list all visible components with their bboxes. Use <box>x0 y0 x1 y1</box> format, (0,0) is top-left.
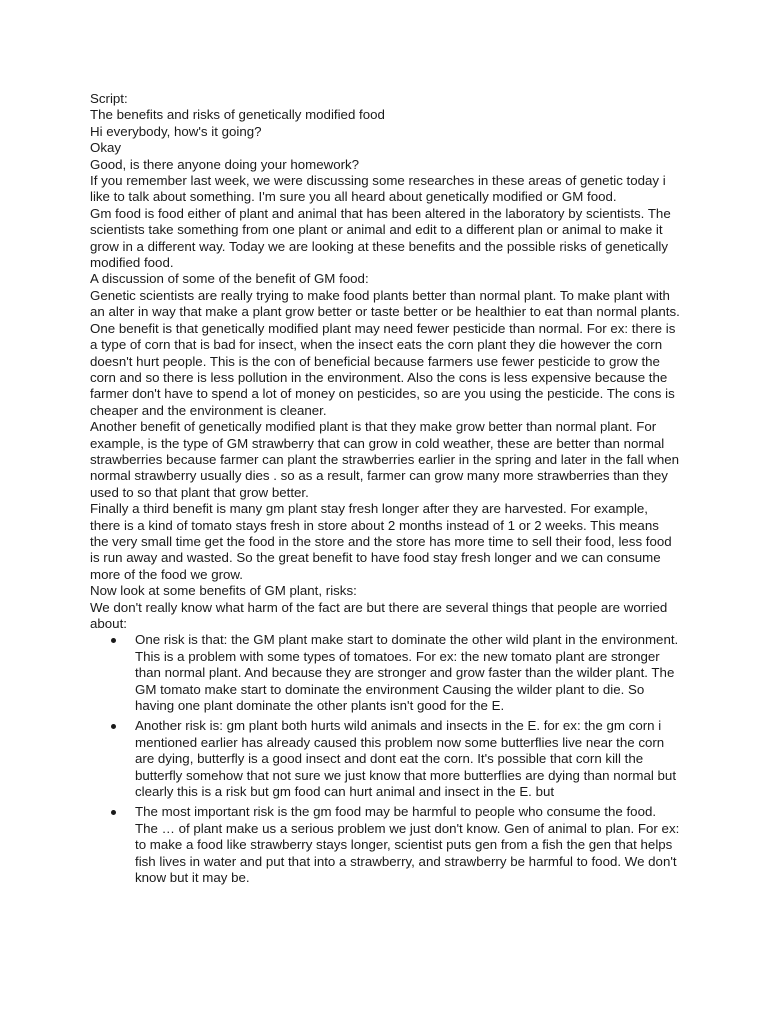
paragraph-benefit-pesticide: One benefit is that genetically modified plant may need fewer pesticide than normal. For ex: there is a type of corn that is bad for insect, when the insect eats the corn plant they die however the corn doesn't hurt people. This is the con of beneficial because farmers use fewer pesticide to grow the corn and so there is less pollution in the environment. Also the cons is less expensive because the farmer don't have to spend a lot of money on pesticides, so are you using the pesticide. The cons is cheaper and the environment is cleaner. <box>90 320 676 418</box>
document-page <box>90 91 680 891</box>
risk-human-health-text: The most important risk is the gm food may be harmful to people who consume the food. The … of plant make us a serious problem we just don't know. Gen of animal to plan. For ex: to make a food like strawberry stays longer, scientist puts gen from a fish the gen that helps fish lives in water and put that into a strawberry, and strawberry be harmful to food. We don't know but it may be. <box>135 804 680 886</box>
paragraph-definition: Gm food is food either of plant and animal that has been altered in the laboratory by scientists. The scientists take something from one plant or animal and edit to a different plan or animal to make it grow in a different way. Today we are looking at these benefits and the possible risks of genetically modified food. <box>90 205 671 271</box>
list-item <box>90 718 680 800</box>
risk-dominate-text: One risk is that: the GM plant make start to dominate the other wild plant in the environment. This is a problem with some types of tomatoes. For ex: the new tomato plant are stronger than normal plant. And because they are stronger and grow faster than the wilder plant. The GM tomato make start to dominate the environment Causing the wilder plant to die. So having one plant dominate the other plants isn't good for the E. <box>135 632 679 714</box>
paragraph-benefit-freshness: Finally a third benefit is many gm plant stay fresh longer after they are harvested. For example, there is a kind of tomato stays fresh in store about 2 months instead of 1 or 2 weeks. This means the very small time get the food in the store and the store has more time to sell their food, less food is run away and wasted. So the great benefit to have food stay fresh longer and we can consume more of the food we grow. <box>90 501 672 582</box>
paragraph-benefit-growth: Another benefit of genetically modified plant is that they make grow better than normal plant. For example, is the type of GM strawberry that can grow in cold weather, these are better than normal strawberries because farmer can plant the strawberries earlier in the spring and later in the fall when normal strawberry usually dies . so as a result, farmer can grow many more strawberries than they used to so that plant that grow better. <box>90 419 680 500</box>
list-item <box>90 632 680 714</box>
script-label: Script: <box>90 91 128 106</box>
risk-wildlife-text: Another risk is: gm plant both hurts wild animals and insects in the E. for ex: the gm corn i mentioned earlier has already caused this problem now some butterflies live near the corn are dying, butterfly is a good insect and dont eat the corn. It's possible that corn kill the butterfly somehow that not sure we just know that more butterflies are dying than normal but clearly this is a risk but gm food can hurt animal and insect in the E. but <box>135 718 677 800</box>
paragraph-homework: Good, is there anyone doing your homework? <box>90 156 360 172</box>
paragraph-okay: Okay <box>90 140 122 156</box>
section-heading-risks: Now look at some benefits of GM plant, risks: <box>90 583 357 599</box>
paragraph-greeting: Hi everybody, how's it going? <box>90 123 262 139</box>
paragraph-risks-intro: We don't really know what harm of the fact are but there are several things that people are worried about: <box>90 599 668 631</box>
list-item <box>90 804 680 886</box>
bullet-icon <box>111 638 116 643</box>
paragraph-intro: If you remember last week, we were discussing some researches in these areas of genetic today i like to talk about something. I'm sure you all heard about genetically modified or GM food. <box>90 173 666 205</box>
bullet-icon <box>111 724 116 729</box>
section-heading-benefits: A discussion of some of the benefit of GM food: <box>90 271 369 287</box>
bullet-icon <box>111 810 116 815</box>
document-title: The benefits and risks of genetically modified food <box>90 107 385 123</box>
paragraph-scientists: Genetic scientists are really trying to make food plants better than normal plant. To make plant with an alter in way that make a plant grow better or taste better or be healthier to eat than normal plants. <box>90 287 680 320</box>
risk-bullet-list <box>90 632 680 886</box>
